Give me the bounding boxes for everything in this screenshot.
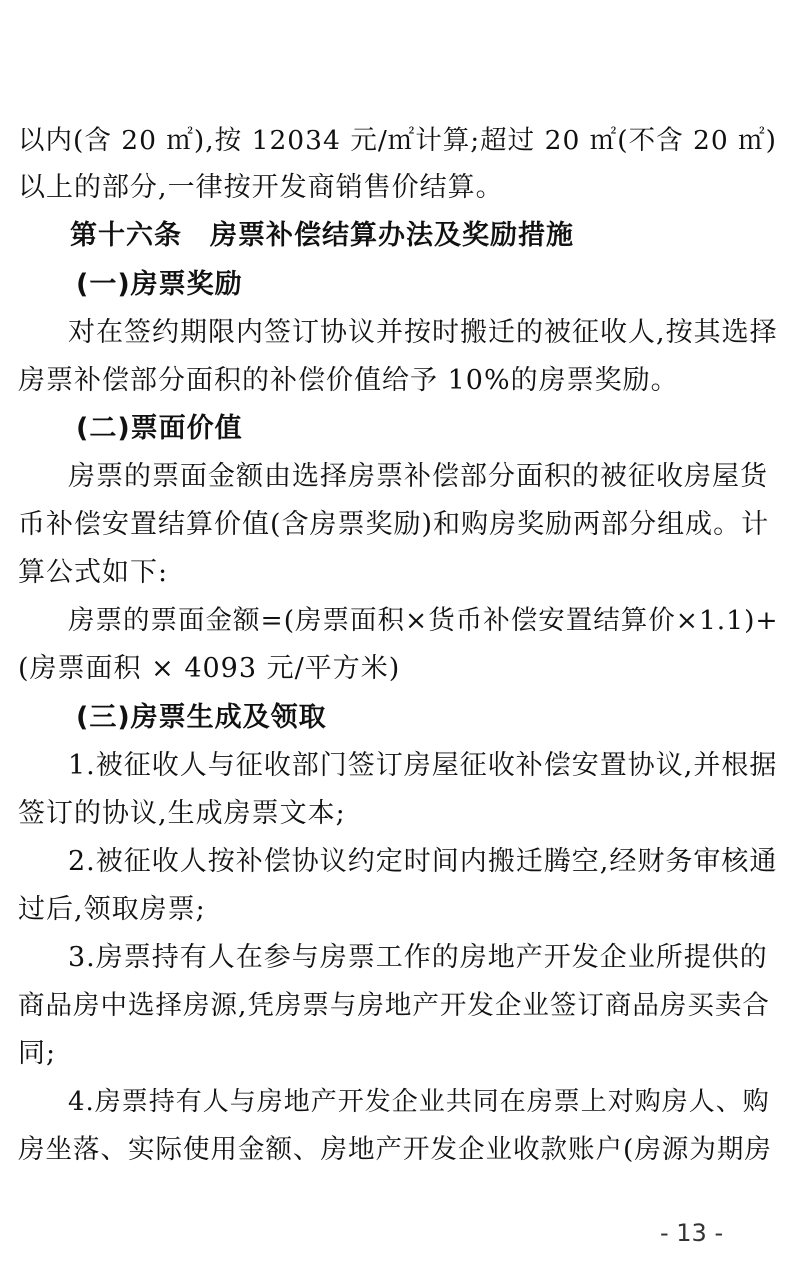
section-heading: (二)票面价值	[76, 413, 243, 444]
body-text-line: 算公式如下:	[18, 557, 169, 588]
body-text-line: 4.房票持有人与房地产开发企业共同在房票上对购房人、购	[68, 1087, 770, 1117]
section-heading: (三)房票生成及领取	[76, 702, 327, 733]
body-text-line: 2.被征收人按补偿协议约定时间内搬迁腾空,经财务审核通	[68, 846, 778, 877]
body-text-line: 币补偿安置结算价值(含房票奖励)和购房奖励两部分组成。计	[18, 509, 770, 540]
body-text-line: 商品房中选择房源,凭房票与房地产开发企业签订商品房买卖合	[18, 990, 770, 1021]
body-text-line: 房坐落、实际使用金额、房地产开发企业收款账户(房源为期房	[18, 1134, 772, 1165]
formula-line: (房票面积 × 4093 元/平方米)	[18, 653, 401, 684]
article-heading: 第十六条 房票补偿结算办法及奖励措施	[70, 220, 574, 251]
section-heading: (一)房票奖励	[76, 269, 243, 300]
body-text-line: 签订的协议,生成房票文本;	[18, 798, 346, 829]
body-text-line: 1.被征收人与征收部门签订房屋征收补偿安置协议,并根据	[68, 750, 778, 781]
body-text-line: 对在签约期限内签订协议并按时搬迁的被征收人,按其选择	[68, 317, 778, 348]
formula-line: 房票的票面金额=(房票面积×货币补偿安置结算价×1.1)+	[68, 605, 779, 636]
body-text-line: 过后,领取房票;	[18, 894, 206, 925]
body-text-line: 房票的票面金额由选择房票补偿部分面积的被征收房屋货	[68, 461, 768, 492]
body-text-line: 房票补偿部分面积的补偿价值给予 10%的房票奖励。	[18, 365, 679, 396]
page-number: - 13 -	[660, 1219, 724, 1247]
body-text-line: 同;	[18, 1038, 57, 1069]
body-text-line: 3.房票持有人在参与房票工作的房地产开发企业所提供的	[68, 942, 768, 973]
body-text-line: 以内(含 20 ㎡),按 12034 元/㎡计算;超过 20 ㎡(不含 20 ㎡)	[18, 125, 777, 156]
body-text-line: 以上的部分,一律按开发商销售价结算。	[18, 172, 504, 203]
